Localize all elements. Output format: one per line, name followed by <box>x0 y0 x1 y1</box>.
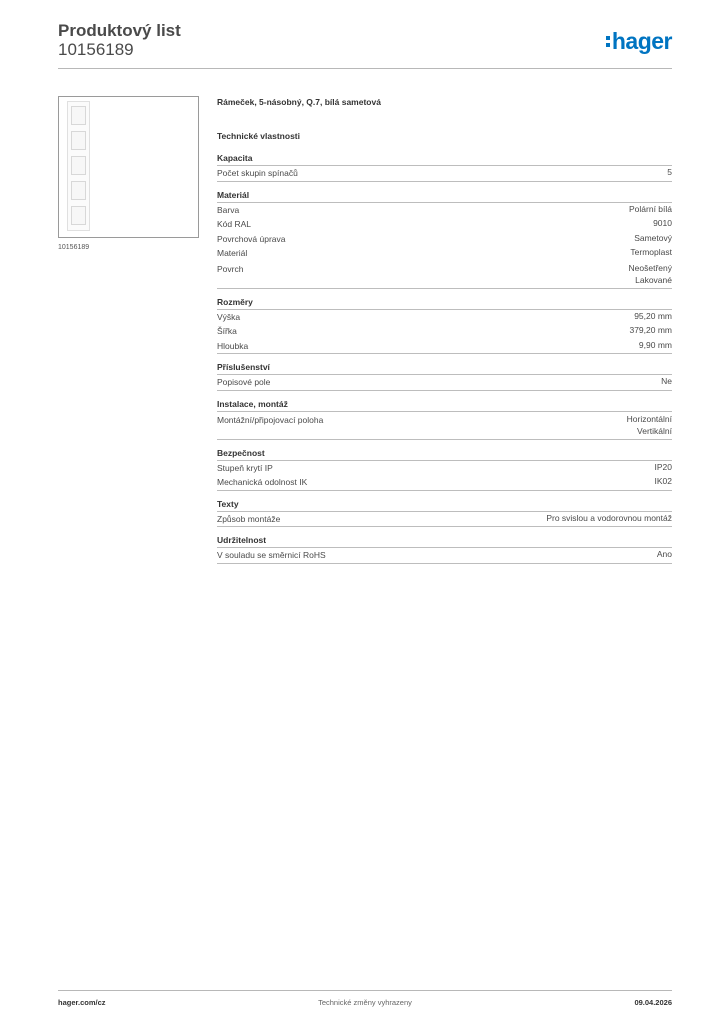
spec-label: Mechanická odolnost IK <box>217 477 308 487</box>
hager-logo <box>606 30 672 52</box>
spec-values <box>639 339 672 354</box>
spec-value: Sametový <box>634 232 672 243</box>
section-title: Bezpečnost <box>217 447 672 461</box>
spec-value: Termoplast <box>630 247 672 257</box>
spec-section <box>217 189 672 289</box>
spec-values <box>657 548 672 563</box>
spec-value: IK02 <box>654 476 672 486</box>
product-image <box>58 96 199 238</box>
spec-label: Popisové pole <box>217 377 271 387</box>
logo-dots-icon <box>606 36 610 47</box>
logo-text: hager <box>611 28 672 54</box>
spec-row <box>217 232 672 247</box>
spec-section <box>217 296 672 355</box>
section-divider <box>217 490 672 491</box>
spec-row <box>217 310 672 325</box>
spec-value: Ano <box>656 549 672 559</box>
spec-label: V souladu se směrnicí RoHS <box>217 550 326 560</box>
spec-label: Barva <box>217 204 240 215</box>
section-divider <box>217 439 672 440</box>
image-caption: 10156189 <box>58 244 90 251</box>
spec-section <box>217 398 672 440</box>
section-divider <box>217 353 672 354</box>
document-footer <box>58 998 672 1010</box>
document-title: Produktový list <box>58 21 181 40</box>
technical-properties-heading: Technické vlastnosti <box>217 131 300 141</box>
spec-section <box>217 534 672 564</box>
spec-label: Stupeň krytí IP <box>217 462 273 473</box>
spec-value: 9010 <box>653 218 672 228</box>
spec-label: Výška <box>217 311 241 322</box>
product-name: Rámeček, 5-násobný, Q.7, bílá sametová <box>217 97 381 107</box>
spec-values <box>661 375 672 390</box>
section-divider <box>217 390 672 391</box>
footer-divider <box>58 990 672 991</box>
spec-values <box>629 203 672 218</box>
product-content <box>217 96 672 571</box>
spec-row <box>217 461 672 476</box>
spec-label: Způsob montáže <box>217 513 281 524</box>
section-title: Instalace, montáž <box>217 398 672 412</box>
footer-date: 09.04.2026 <box>634 998 672 1007</box>
spec-value: Neošetřený <box>628 262 672 273</box>
spec-row <box>217 203 672 218</box>
spec-row <box>217 261 672 288</box>
spec-value: 379,20 mm <box>629 325 672 335</box>
section-title: Kapacita <box>217 152 672 166</box>
spec-label: Povrchová úprava <box>217 233 286 244</box>
spec-values <box>634 232 672 247</box>
spec-row <box>217 246 672 261</box>
spec-row <box>217 475 672 490</box>
footer-notice: Technické změny vyhrazeny <box>318 998 412 1007</box>
spec-label: Šířka <box>217 326 237 336</box>
spec-values <box>655 461 673 476</box>
spec-row <box>217 412 672 439</box>
spec-section <box>217 152 672 182</box>
section-title: Udržitelnost <box>217 534 672 548</box>
spec-value: Lakované <box>635 274 672 285</box>
spec-row <box>217 339 672 354</box>
spec-values <box>627 413 672 437</box>
spec-row <box>217 548 672 563</box>
section-title: Texty <box>217 498 672 512</box>
spec-values <box>655 475 673 490</box>
spec-row <box>217 324 672 339</box>
section-divider <box>217 181 672 182</box>
spec-label: Počet skupin spínačů <box>217 168 298 178</box>
spec-section <box>217 361 672 391</box>
spec-row <box>217 375 672 390</box>
spec-values <box>629 324 672 339</box>
frame-cell <box>71 106 86 125</box>
spec-section <box>217 447 672 491</box>
spec-values <box>629 262 672 286</box>
spec-label: Hloubka <box>217 340 249 351</box>
header-divider <box>58 68 672 69</box>
spec-value: 5 <box>667 167 672 177</box>
spec-values <box>634 310 672 325</box>
spec-label: Materiál <box>217 248 248 258</box>
section-title: Materiál <box>217 189 672 203</box>
frame-cell <box>71 156 86 175</box>
spec-label: Povrch <box>217 263 244 274</box>
section-divider <box>217 288 672 289</box>
spec-row <box>217 166 672 181</box>
spec-value: 9,90 mm <box>638 339 672 350</box>
specification-sections <box>217 152 672 564</box>
spec-value: 95,20 mm <box>634 310 672 321</box>
spec-section <box>217 498 672 528</box>
frame-cell <box>71 206 86 225</box>
spec-label: Kód RAL <box>217 219 252 229</box>
spec-value: Ne <box>661 376 672 386</box>
document-number: 10156189 <box>58 40 134 59</box>
spec-row <box>217 217 672 232</box>
document-header <box>58 21 672 59</box>
spec-value: Polární bílá <box>629 203 672 214</box>
spec-value: Pro svislou a vodorovnou montáž <box>546 512 672 523</box>
section-divider <box>217 526 672 527</box>
footer-website-link[interactable]: hager.com/cz <box>58 998 106 1007</box>
section-title: Příslušenství <box>217 361 672 375</box>
section-title: Rozměry <box>217 296 672 310</box>
frame-cell <box>71 181 86 200</box>
spec-value: Horizontální <box>626 413 672 424</box>
spec-value: Vertikální <box>637 425 672 436</box>
spec-values <box>630 246 672 261</box>
section-divider <box>217 563 672 564</box>
spec-label: Montážní/připojovací poloha <box>217 414 324 425</box>
spec-value: IP20 <box>654 461 672 472</box>
frame-cell <box>71 131 86 150</box>
frame-illustration <box>67 101 90 231</box>
spec-row <box>217 512 672 527</box>
spec-values <box>546 512 672 527</box>
spec-values <box>667 166 672 181</box>
spec-values <box>653 217 672 232</box>
